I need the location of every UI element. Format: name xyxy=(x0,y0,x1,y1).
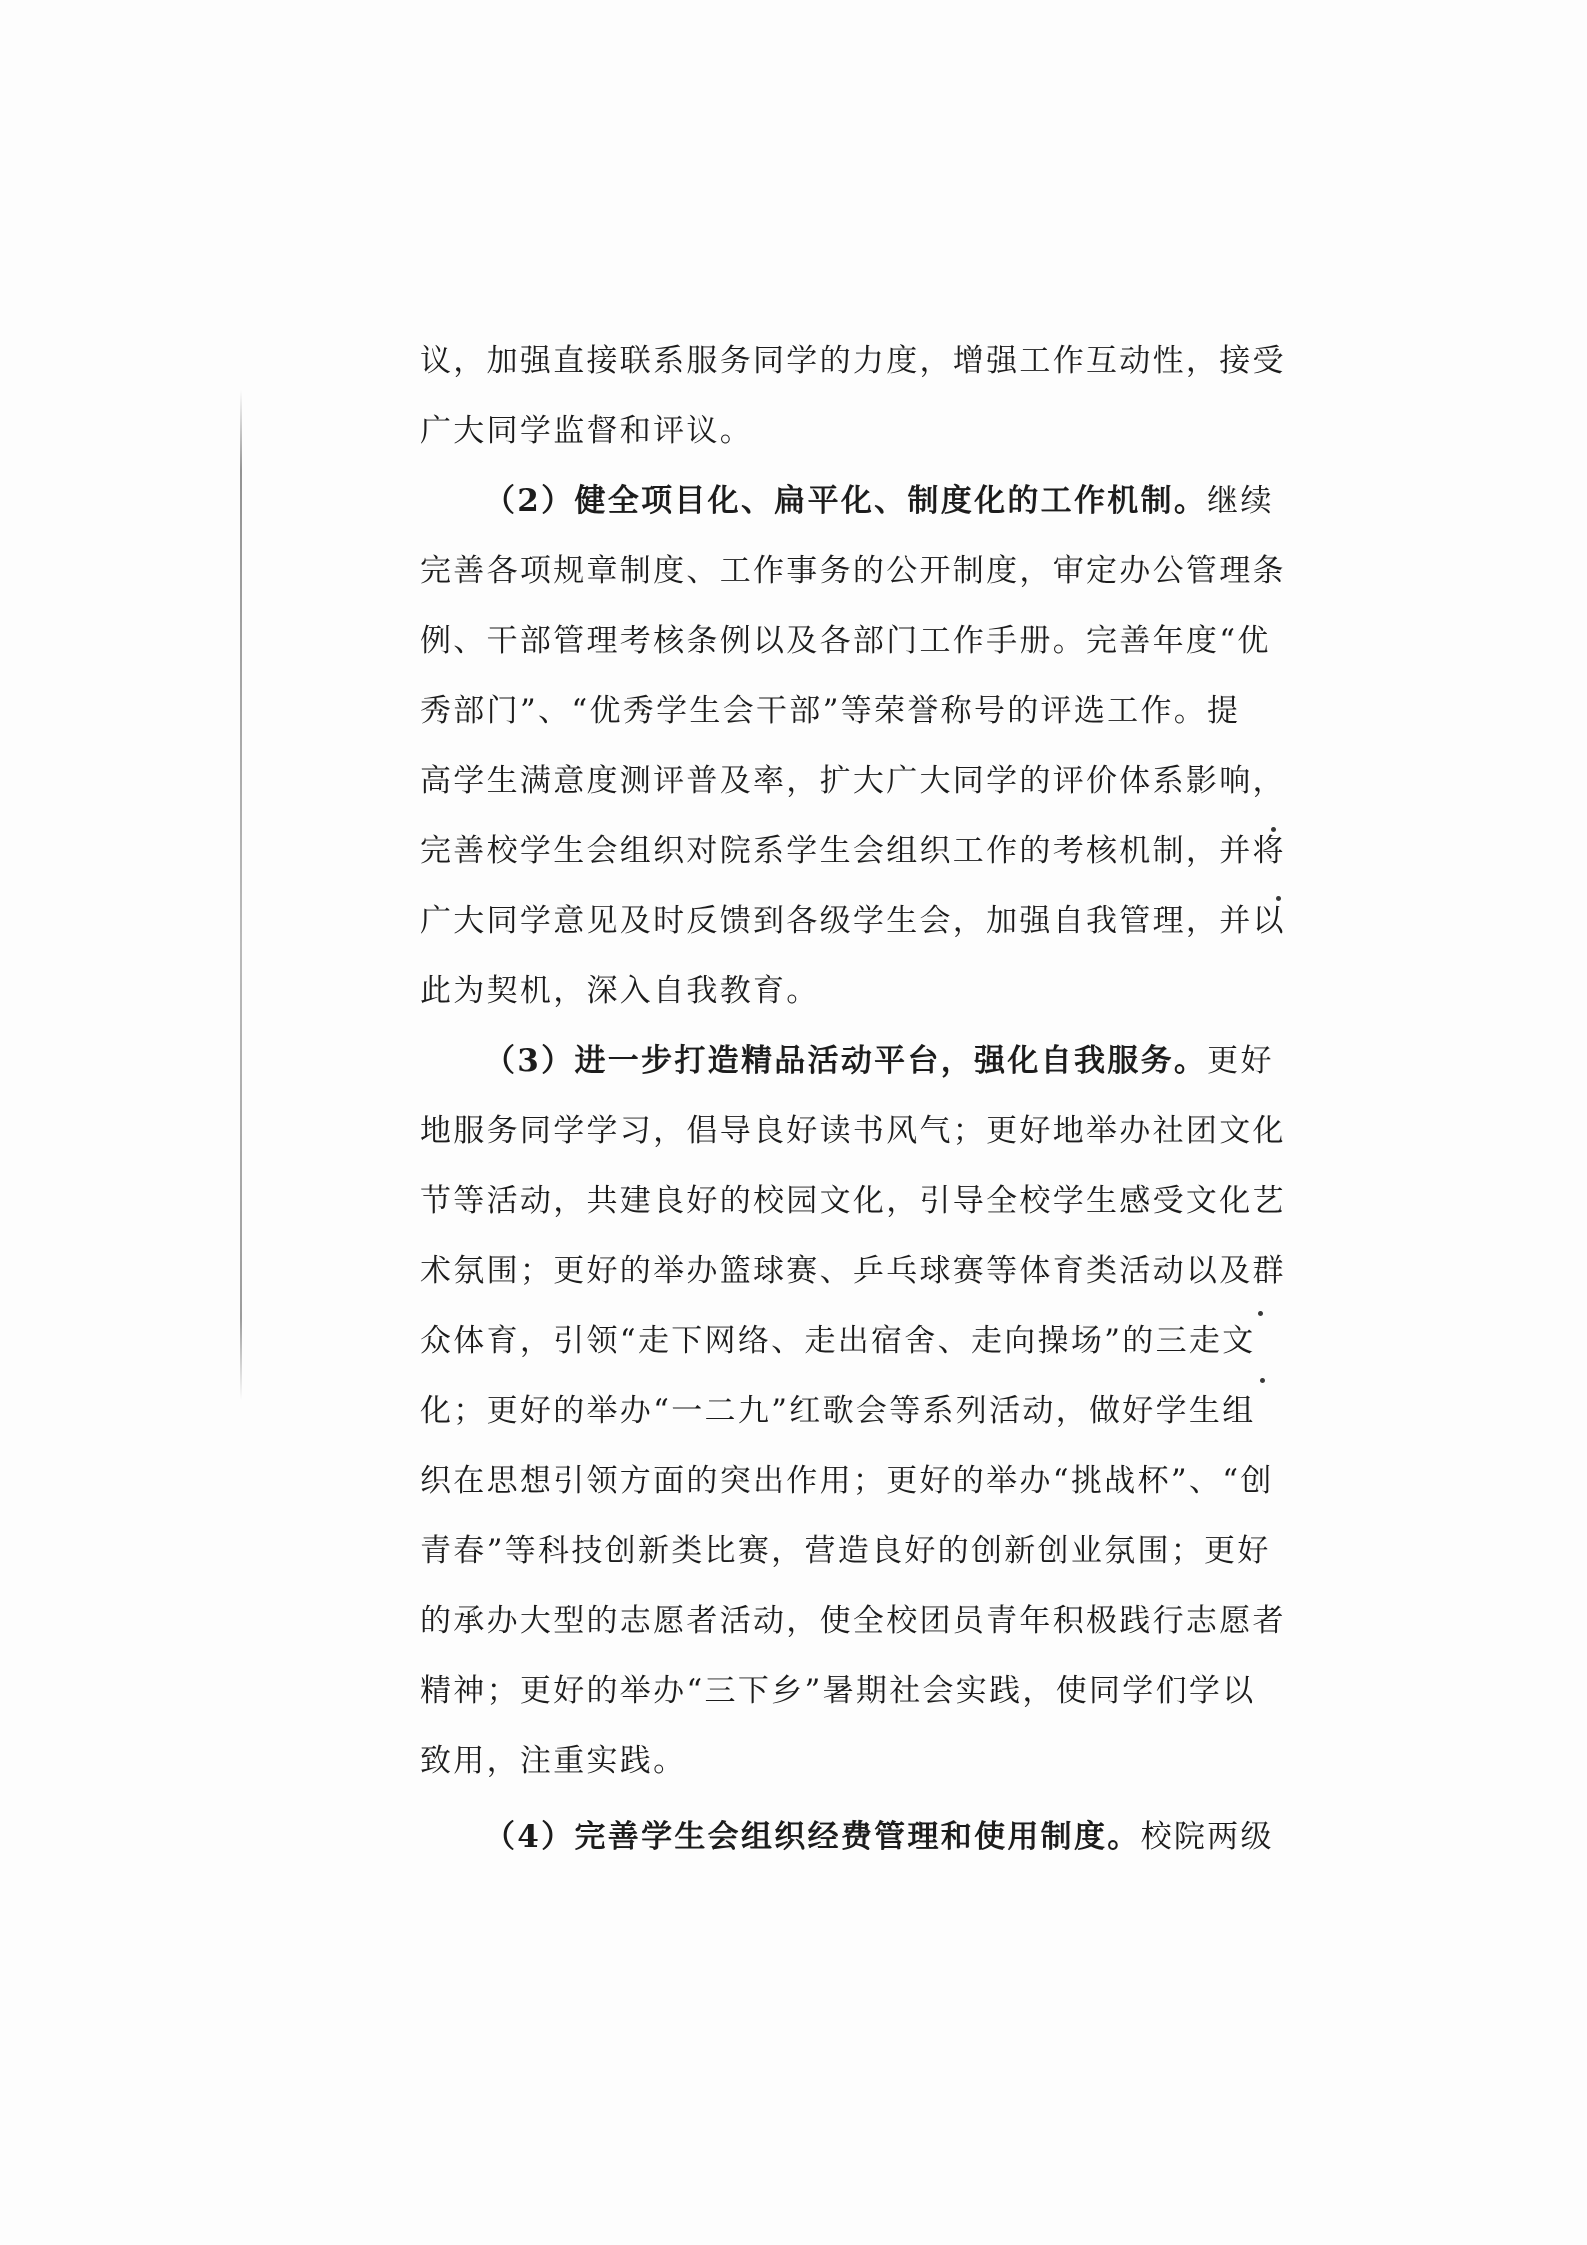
line-text: 化；更好的举办“一二九”红歌会等系列活动，做好学生组 xyxy=(420,1393,1256,1429)
line-text: 的承办大型的志愿者活动，使全校团员青年积极践行志愿者 xyxy=(420,1603,1286,1639)
line-text: 术氛围；更好的举办篮球赛、乒乓球赛等体育类活动以及群 xyxy=(420,1253,1286,1289)
paragraph-continuation xyxy=(420,326,1286,466)
line-text: 此为契机，深入自我教育。 xyxy=(420,973,820,1009)
text-line xyxy=(420,1306,1256,1376)
text-line xyxy=(420,1096,1286,1166)
text-line xyxy=(420,326,1286,396)
line-text: 精神；更好的举办“三下乡”暑期社会实践，使同学们学以 xyxy=(420,1673,1256,1709)
line-text: 致用，注重实践。 xyxy=(420,1743,687,1779)
text-line xyxy=(420,466,1274,536)
line-text: 继续 xyxy=(1207,483,1274,519)
text-line xyxy=(420,1376,1256,1446)
section-heading: （2）健全项目化、扁平化、制度化的工作机制。 xyxy=(484,483,1208,519)
line-text: 更好 xyxy=(1207,1043,1274,1079)
text-line xyxy=(420,1166,1286,1236)
paragraph-activity-platform xyxy=(420,1026,1286,1796)
line-text: 校院两级 xyxy=(1140,1819,1274,1855)
section-heading: （3）进一步打造精品活动平台，强化自我服务。 xyxy=(484,1043,1208,1079)
paragraph-funding-management xyxy=(420,1802,1274,1872)
text-line xyxy=(420,536,1286,606)
line-text: 议，加强直接联系服务同学的力度，增强工作互动性，接受 xyxy=(420,343,1286,379)
scan-speck xyxy=(1271,827,1276,832)
line-text: 地服务同学学习，倡导良好读书风气；更好地举办社团文化 xyxy=(420,1113,1286,1149)
text-line xyxy=(420,1236,1286,1306)
line-text: 完善校学生会组织对院系学生会组织工作的考核机制，并将 xyxy=(420,833,1286,869)
text-line xyxy=(420,886,1286,956)
line-text: 广大同学意见及时反馈到各级学生会，加强自我管理，并以 xyxy=(420,903,1286,939)
line-text: 节等活动，共建良好的校园文化，引导全校学生感受文化艺 xyxy=(420,1183,1286,1219)
line-text: 完善各项规章制度、工作事务的公开制度，审定办公管理条 xyxy=(420,553,1286,589)
paragraph-work-mechanism xyxy=(420,466,1286,1026)
text-line xyxy=(420,396,1220,466)
line-text: 众体育，引领“走下网络、走出宿舍、走向操场”的三走文 xyxy=(420,1323,1256,1359)
scan-speck xyxy=(1258,1311,1263,1316)
line-text: 织在思想引领方面的突出作用；更好的举办“挑战杯”、“创 xyxy=(420,1463,1274,1499)
line-text: 广大同学监督和评议。 xyxy=(420,413,753,449)
text-line xyxy=(420,1586,1286,1656)
line-text: 秀部门”、“优秀学生会干部”等荣誉称号的评选工作。提 xyxy=(420,693,1241,729)
line-text: 高学生满意度测评普及率，扩大广大同学的评价体系影响， xyxy=(420,763,1286,799)
text-line xyxy=(420,746,1286,816)
text-line xyxy=(420,606,1271,676)
line-text: 青春”等科技创新类比赛，营造良好的创新创业氛围；更好 xyxy=(420,1533,1271,1569)
text-line xyxy=(420,676,1241,746)
text-line xyxy=(420,1802,1274,1872)
scan-shadow-edge xyxy=(240,390,242,1400)
line-text: 例、干部管理考核条例以及各部门工作手册。完善年度“优 xyxy=(420,623,1271,659)
document-body xyxy=(420,326,1286,1872)
text-line xyxy=(420,1026,1274,1096)
scan-speck xyxy=(1260,1378,1265,1383)
text-line xyxy=(420,1656,1256,1726)
section-heading: （4）完善学生会组织经费管理和使用制度。 xyxy=(484,1819,1141,1855)
text-line xyxy=(420,1516,1271,1586)
text-line xyxy=(420,816,1286,886)
text-line xyxy=(420,1726,1220,1796)
text-line xyxy=(420,1446,1274,1516)
scan-speck xyxy=(1276,896,1281,901)
text-line xyxy=(420,956,1220,1026)
